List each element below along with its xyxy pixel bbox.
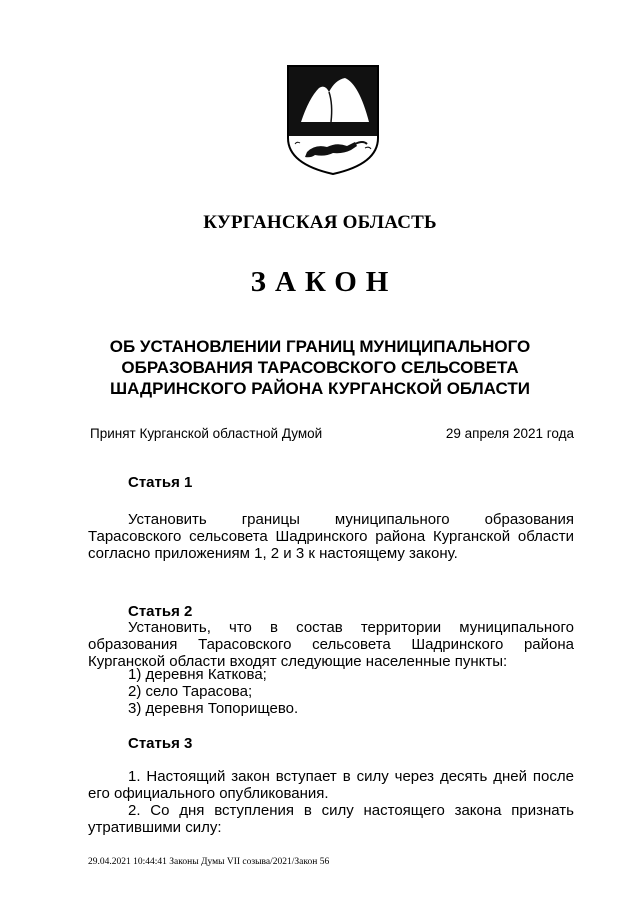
text-line: утратившими силу: <box>88 819 222 836</box>
list-item: 1) деревня Каткова; <box>128 666 267 683</box>
article-3-paragraph-1 <box>88 768 574 802</box>
document-footer-stamp: 29.04.2021 10:44:41 Законы Думы VII созыва/2021/Закон 56 <box>88 857 330 867</box>
text-line: Установить границы муниципального образования <box>128 511 574 528</box>
text-line: образования Тарасовского сельсовета Шадринского района <box>88 636 574 653</box>
law-title <box>0 336 640 399</box>
text-line: 2. Со дня вступления в силу настоящего закона признать <box>128 802 574 819</box>
coat-of-arms-icon <box>285 64 381 176</box>
adopted-by: Принят Курганской областной Думой <box>90 426 323 441</box>
adoption-date: 29 апреля 2021 года <box>445 426 574 441</box>
article-2-text <box>88 619 574 670</box>
list-item: 3) деревня Топорищево. <box>128 700 299 717</box>
text-line: согласно приложениям 1, 2 и 3 к настоящему закону. <box>88 545 458 562</box>
article-2-heading: Статья 2 <box>128 603 193 620</box>
article-1-text <box>88 511 574 562</box>
text-line: Установить, что в состав территории муниципального <box>128 619 574 636</box>
region-title: КУРГАНСКАЯ ОБЛАСТЬ <box>203 212 437 233</box>
document-type: ЗАКОН <box>250 266 398 298</box>
text-line: Тарасовского сельсовета Шадринского района Курганской области <box>88 528 574 545</box>
article-3-heading: Статья 3 <box>128 735 193 752</box>
text-line: 1. Настоящий закон вступает в силу через десять дней после <box>128 768 574 785</box>
law-title-line: ОБРАЗОВАНИЯ ТАРАСОВСКОГО СЕЛЬСОВЕТА <box>121 358 519 377</box>
text-line: Курганской области входят следующие населенные пункты: <box>88 653 508 670</box>
text-line: его официального опубликования. <box>88 785 329 802</box>
article-1-heading: Статья 1 <box>128 474 193 491</box>
list-item: 2) село Тарасова; <box>128 683 253 700</box>
law-title-line: ОБ УСТАНОВЛЕНИИ ГРАНИЦ МУНИЦИПАЛЬНОГО <box>109 337 531 356</box>
article-3-paragraph-2 <box>88 802 574 836</box>
law-title-line: ШАДРИНСКОГО РАЙОНА КУРГАНСКОЙ ОБЛАСТИ <box>110 379 530 398</box>
